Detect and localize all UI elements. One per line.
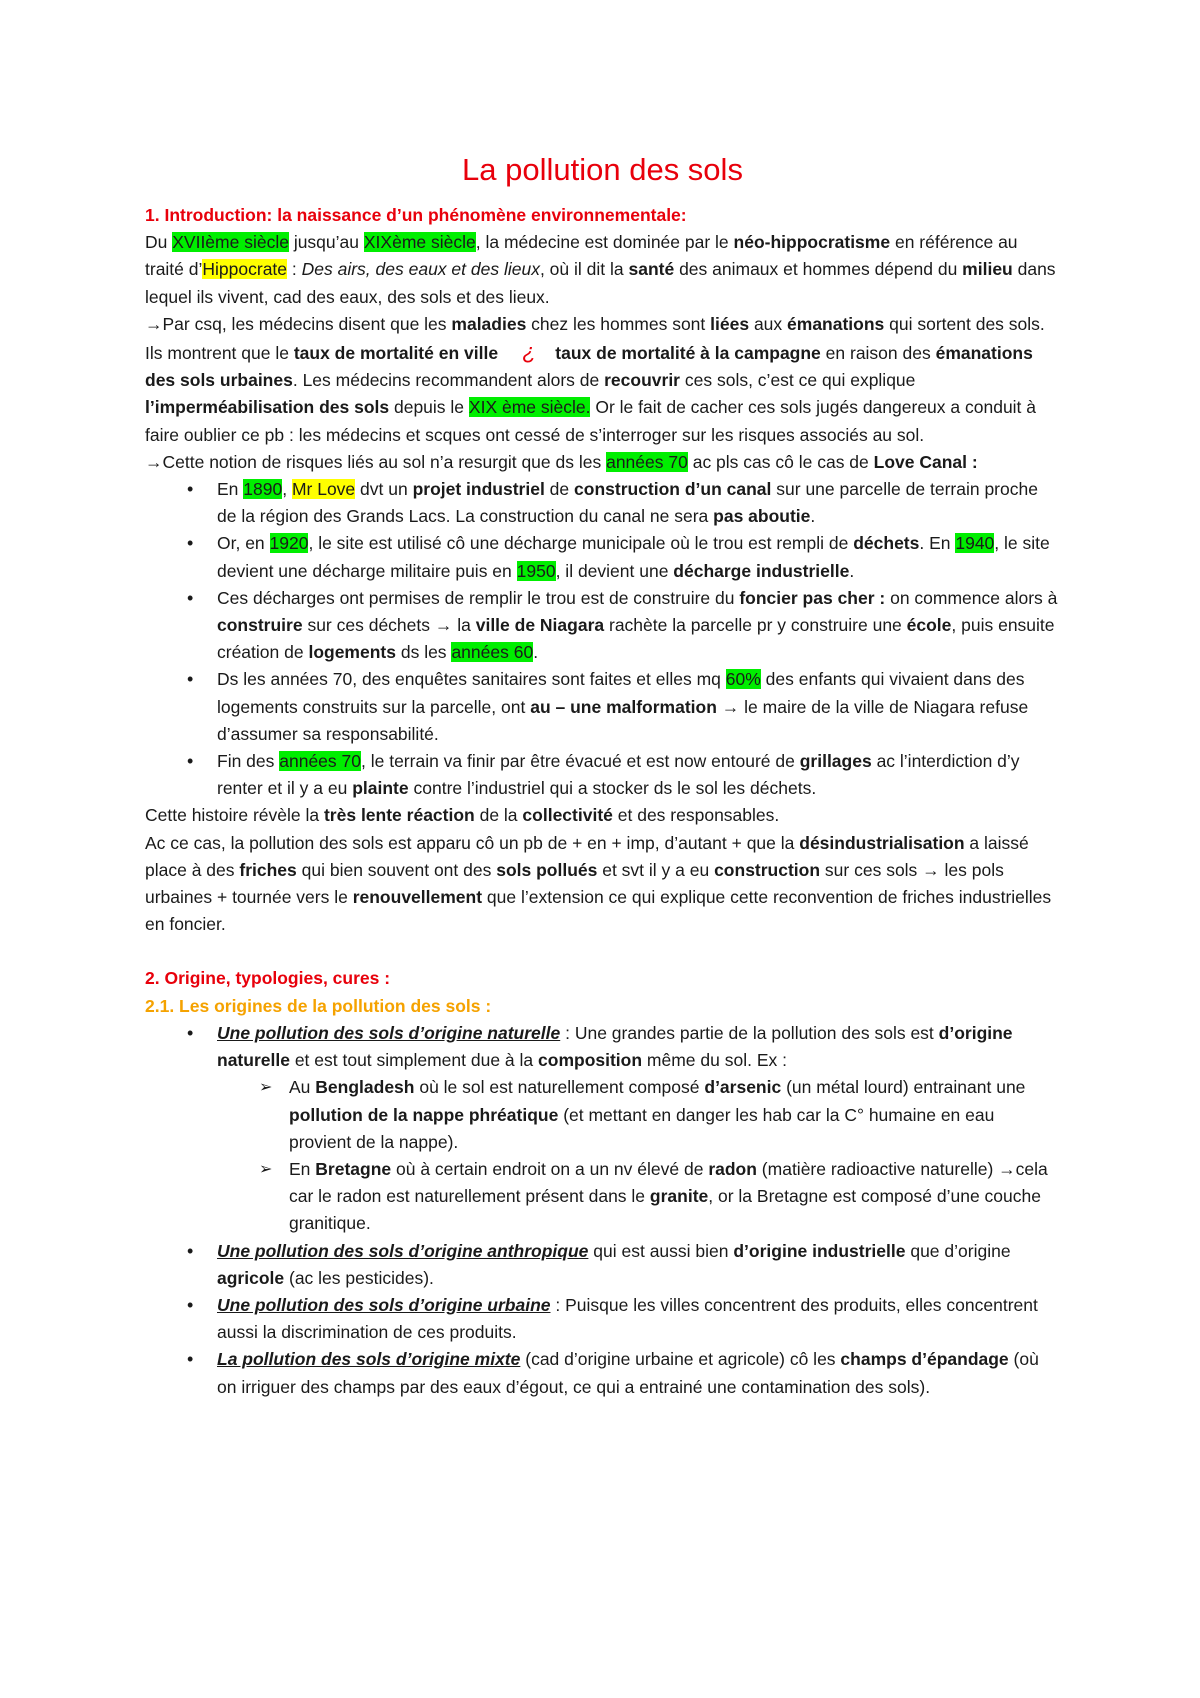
paragraph-reaction: Cette histoire révèle la très lente réaction de la collectivité et des responsables. xyxy=(145,805,780,826)
highlight: 1940 xyxy=(955,533,995,554)
paragraph-love-canal-intro: →Cette notion de risques liés au sol n’a resurgit que ds les années 70 ac pls cas cô le cas de Love Canal : xyxy=(145,451,978,472)
highlight: XIX ème siècle. xyxy=(468,397,591,418)
subsection-heading-origines: 2.1. Les origines de la pollution des sols : xyxy=(145,995,492,1016)
highlight: Hippocrate xyxy=(202,259,288,280)
list-item: ➢ En Bretagne où à certain endroit on a un nv élevé de radon (matière radioactive naturelle) →cela car le radon est naturellement présent dans le granite, or la Bretagne est composé d’une couche granitique. xyxy=(217,1156,1060,1238)
paragraph-desindustrialisation: Ac ce cas, la pollution des sols est apparu cô un pb de + en + imp, d’autant + que la désindustrialisation a laissé place à des friches qui bien souvent ont des sols pollués et svt il y a eu construction sur ces sols → les pols urbaines + tournée vers le renouvellement que l’extension ce qui explique cette reconvention de friches industrielles en foncier. xyxy=(145,832,1052,935)
list-item: • Fin des années 70, le terrain va finir par être évacué et est now entouré de grillages ac l’interdiction d’y renter et il y a eu plainte contre l’industriel qui a stocker ds le sol les déchets. xyxy=(145,748,1060,802)
highlight: années 70 xyxy=(279,751,361,772)
list-item: • En 1890, Mr Love dvt un projet industriel de construction d’un canal sur une parcelle de terrain proche de la région des Grands Lacs. La construction du canal ne sera pas aboutie. xyxy=(145,476,1060,530)
highlight: années 70 xyxy=(606,451,688,472)
highlight: années 60 xyxy=(451,642,534,663)
love-canal-bullet-list xyxy=(145,476,1060,802)
list-item: • Une pollution des sols d’origine urbaine : Puisque les villes concentrent des produits, elles concentrent aussi la discrimination de ces produits. xyxy=(145,1292,1060,1346)
section-heading-introduction: 1. Introduction: la naissance d’un phénomène environnementale: xyxy=(145,205,687,225)
section-heading-origine: 2. Origine, typologies, cures : xyxy=(145,968,391,989)
list-item: • Une pollution des sols d’origine naturelle : Une grandes partie de la pollution des sols est d’origine naturelle et est tout simplement due à la composition même du sol. Ex : ➢ Au Bengladesh où le sol est naturellement composé d’arsenic (un métal lourd) entrainant une pollution de la nappe phréatique (et mettant en danger les hab car la C° humaine en eau provient de la nappe). ➢ En Bretagne où à certain endroit on a un nv élevé de radon (matière radioactive naturelle) →cela car le radon est naturellement présent dans le granite, or la Bretagne est composé d’une couche granitique. xyxy=(145,1020,1060,1238)
page-title: La pollution des sols xyxy=(462,152,743,187)
list-item: • La pollution des sols d’origine mixte (cad d’origine urbaine et agricole) cô les champs d’épandage (où on irriguer des champs par des eaux d’égout, ce qui a entrainé une contamination des sols). xyxy=(145,1346,1060,1400)
highlight: XIXème siècle xyxy=(363,232,476,253)
inverted-question-icon: ¿ xyxy=(522,339,536,365)
paragraph-hippocratisme: Du XVIIème siècle jusqu’au XIXème siècle, la médecine est dominée par le néo-hippocratisme en référence au traité d’Hippocrate : Des airs, des eaux et des lieux, où il dit la santé des animaux et hommes dépend du milieu dans lequel ils vivent, cad des eaux, des sols et des lieux. xyxy=(145,232,1056,307)
list-item: • Or, en 1920, le site est utilisé cô une décharge municipale où le trou est rempli de déchets. En 1940, le site devient une décharge militaire puis en 1950, il devient une décharge industrielle. xyxy=(145,530,1060,584)
highlight: 60% xyxy=(725,669,761,690)
list-item: ➢ Au Bengladesh où le sol est naturellement composé d’arsenic (un métal lourd) entrainant une pollution de la nappe phréatique (et mettant en danger les hab car la C° humaine en eau provient de la nappe). xyxy=(217,1074,1060,1156)
highlight: Mr Love xyxy=(291,479,356,500)
list-item: • Une pollution des sols d’origine anthropique qui est aussi bien d’origine industrielle que d’origine agricole (ac les pesticides). xyxy=(145,1238,1060,1292)
highlight: 1890 xyxy=(243,479,283,500)
highlight: 1920 xyxy=(269,533,309,554)
spacer xyxy=(145,938,1060,965)
list-item: • Ds les années 70, des enquêtes sanitaires sont faites et elles mq 60% des enfants qui vivaient dans des logements construits sur la parcelle, ont au – une malformation → le maire de la ville de Niagara refuse d’assumer sa responsabilité. xyxy=(145,666,1060,748)
origins-bullet-list xyxy=(145,1020,1060,1401)
paragraph-emanations: →Par csq, les médecins disent que les maladies chez les hommes sont liées aux émanations qui sortent des sols. Ils montrent que le taux de mortalité en ville ¿ taux de mortalité à la campagne en raison des émanations des sols urbaines. Les médecins recommandent alors de recouvrir ces sols, c’est ce qui explique l’imperméabilisation des sols depuis le XIX ème siècle. Or le fait de cacher ces sols jugés dangereux a conduit à faire oublier ce pb : les médecins et scques ont cessé de s’interroger sur les risques associés au sol. xyxy=(145,313,1045,445)
highlight: XVIIème siècle xyxy=(172,232,289,253)
list-item: • Ces décharges ont permises de remplir le trou est de construire du foncier pas cher : on commence alors à construire sur ces déchets → la ville de Niagara rachète la parcelle pr y construire une école, puis ensuite création de logements ds les années 60. xyxy=(145,585,1060,667)
highlight: 1950 xyxy=(516,560,556,581)
document-body xyxy=(145,150,1060,1401)
examples-arrow-list xyxy=(217,1074,1060,1237)
